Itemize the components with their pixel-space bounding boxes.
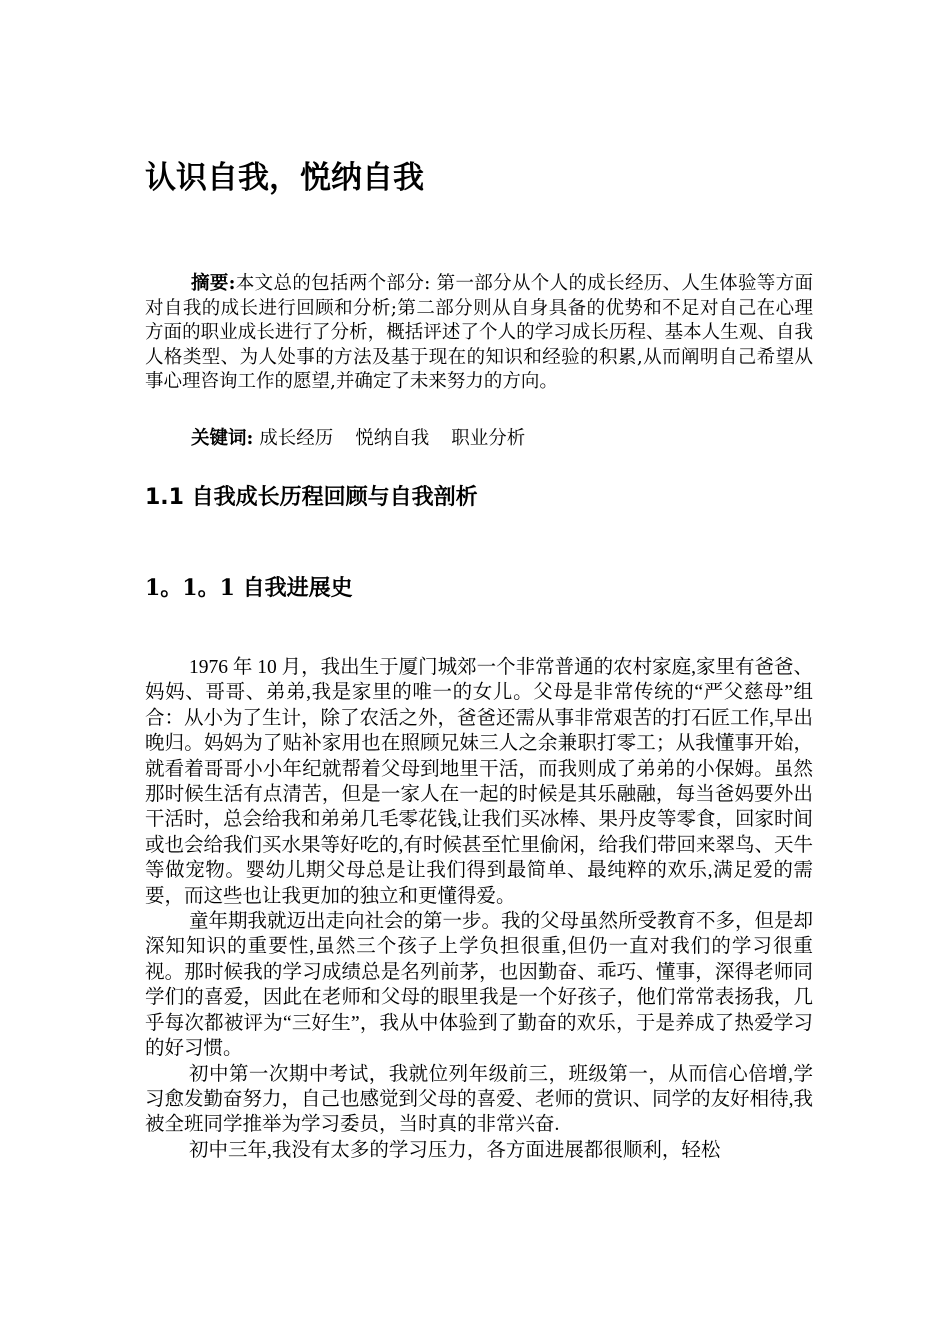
- keyword-item: 悦纳自我: [355, 428, 430, 449]
- keywords-label: 关键词:: [191, 428, 254, 449]
- paragraph: 初中三年,我没有太多的学习压力，各方面进展都很顺利，轻松: [189, 1139, 721, 1161]
- abstract-text: 本文总的包括两个部分: 第一部分从个人的成长经历、人生体验等方面对自我的成长进行回顾和分析;第二部分则从自身具备的优势和不足对自己在心理方面的职业成长进行了分析，概括评述了个人的学习成长历程、基本人生观、自我人格类型、为人处事的方法及基于现在的知识和经验的积累,从而阐明自己希望从事心理咨询工作的愿望,并确定了未来努力的方向。: [145, 273, 813, 392]
- document-title: 认识自我，悦纳自我: [145, 160, 424, 196]
- section-heading: 1.1 自我成长历程回顾与自我剖析: [145, 485, 478, 510]
- keywords: [145, 427, 813, 452]
- abstract-label: 摘要:: [191, 273, 236, 294]
- body-text: [145, 655, 813, 1163]
- paragraph: 初中第一次期中考试，我就位列年级前三，班级第一，从而信心倍增,学习愈发勤奋努力，自己也感觉到父母的喜爱、老师的赏识、同学的友好相待,我被全班同学推举为学习委员，当时真的非常兴奋.: [145, 1063, 813, 1136]
- paragraph: 童年期我就迈出走向社会的第一步。我的父母虽然所受教育不多，但是却深知知识的重要性,虽然三个孩子上学负担很重,但仍一直对我们的学习很重视。那时候我的学习成绩总是名列前茅，也因勤奋、乖巧、懂事，深得老师同学们的喜爱，因此在老师和父母的眼里我是一个好孩子，他们常常表扬我，几乎每次都被评为“三好生”，我从中体验到了勤奋的欢乐，于是养成了热爱学习的好习惯。: [145, 911, 814, 1060]
- keyword-item: 职业分析: [451, 428, 526, 449]
- subsection-heading: 1。1。1 自我进展史: [145, 575, 353, 601]
- abstract: [145, 272, 813, 395]
- paragraph: 1976 年 10 月，我出生于厦门城郊一个非常普通的农村家庭,家里有爸爸、妈妈、哥哥、弟弟,我是家里的唯一的女儿。父母是非常传统的“严父慈母”组合：从小为了生计，除了农活之外，爸爸还需从事非常艰苦的打石匠工作,早出晚归。妈妈为了贴补家用也在照顾兄妹三人之余兼职打零工；从我懂事开始，就看着哥哥小小年纪就帮着父母到地里干活，而我则成了弟弟的小保姆。虽然那时候生活有点清苦，但是一家人在一起的时候是其乐融融，每当爸妈要外出干活时，总会给我和弟弟几毛零花钱,让我们买冰棒、果丹皮等零食，回家时间或也会给我们买水果等好吃的,有时候甚至忙里偷闲，给我们带回来翠鸟、天牛等做宠物。婴幼儿期父母总是让我们得到最简单、最纯粹的欢乐,满足爱的需要，而这些也让我更加的独立和更懂得爱。: [145, 657, 814, 907]
- keyword-item: 成长经历: [259, 428, 334, 449]
